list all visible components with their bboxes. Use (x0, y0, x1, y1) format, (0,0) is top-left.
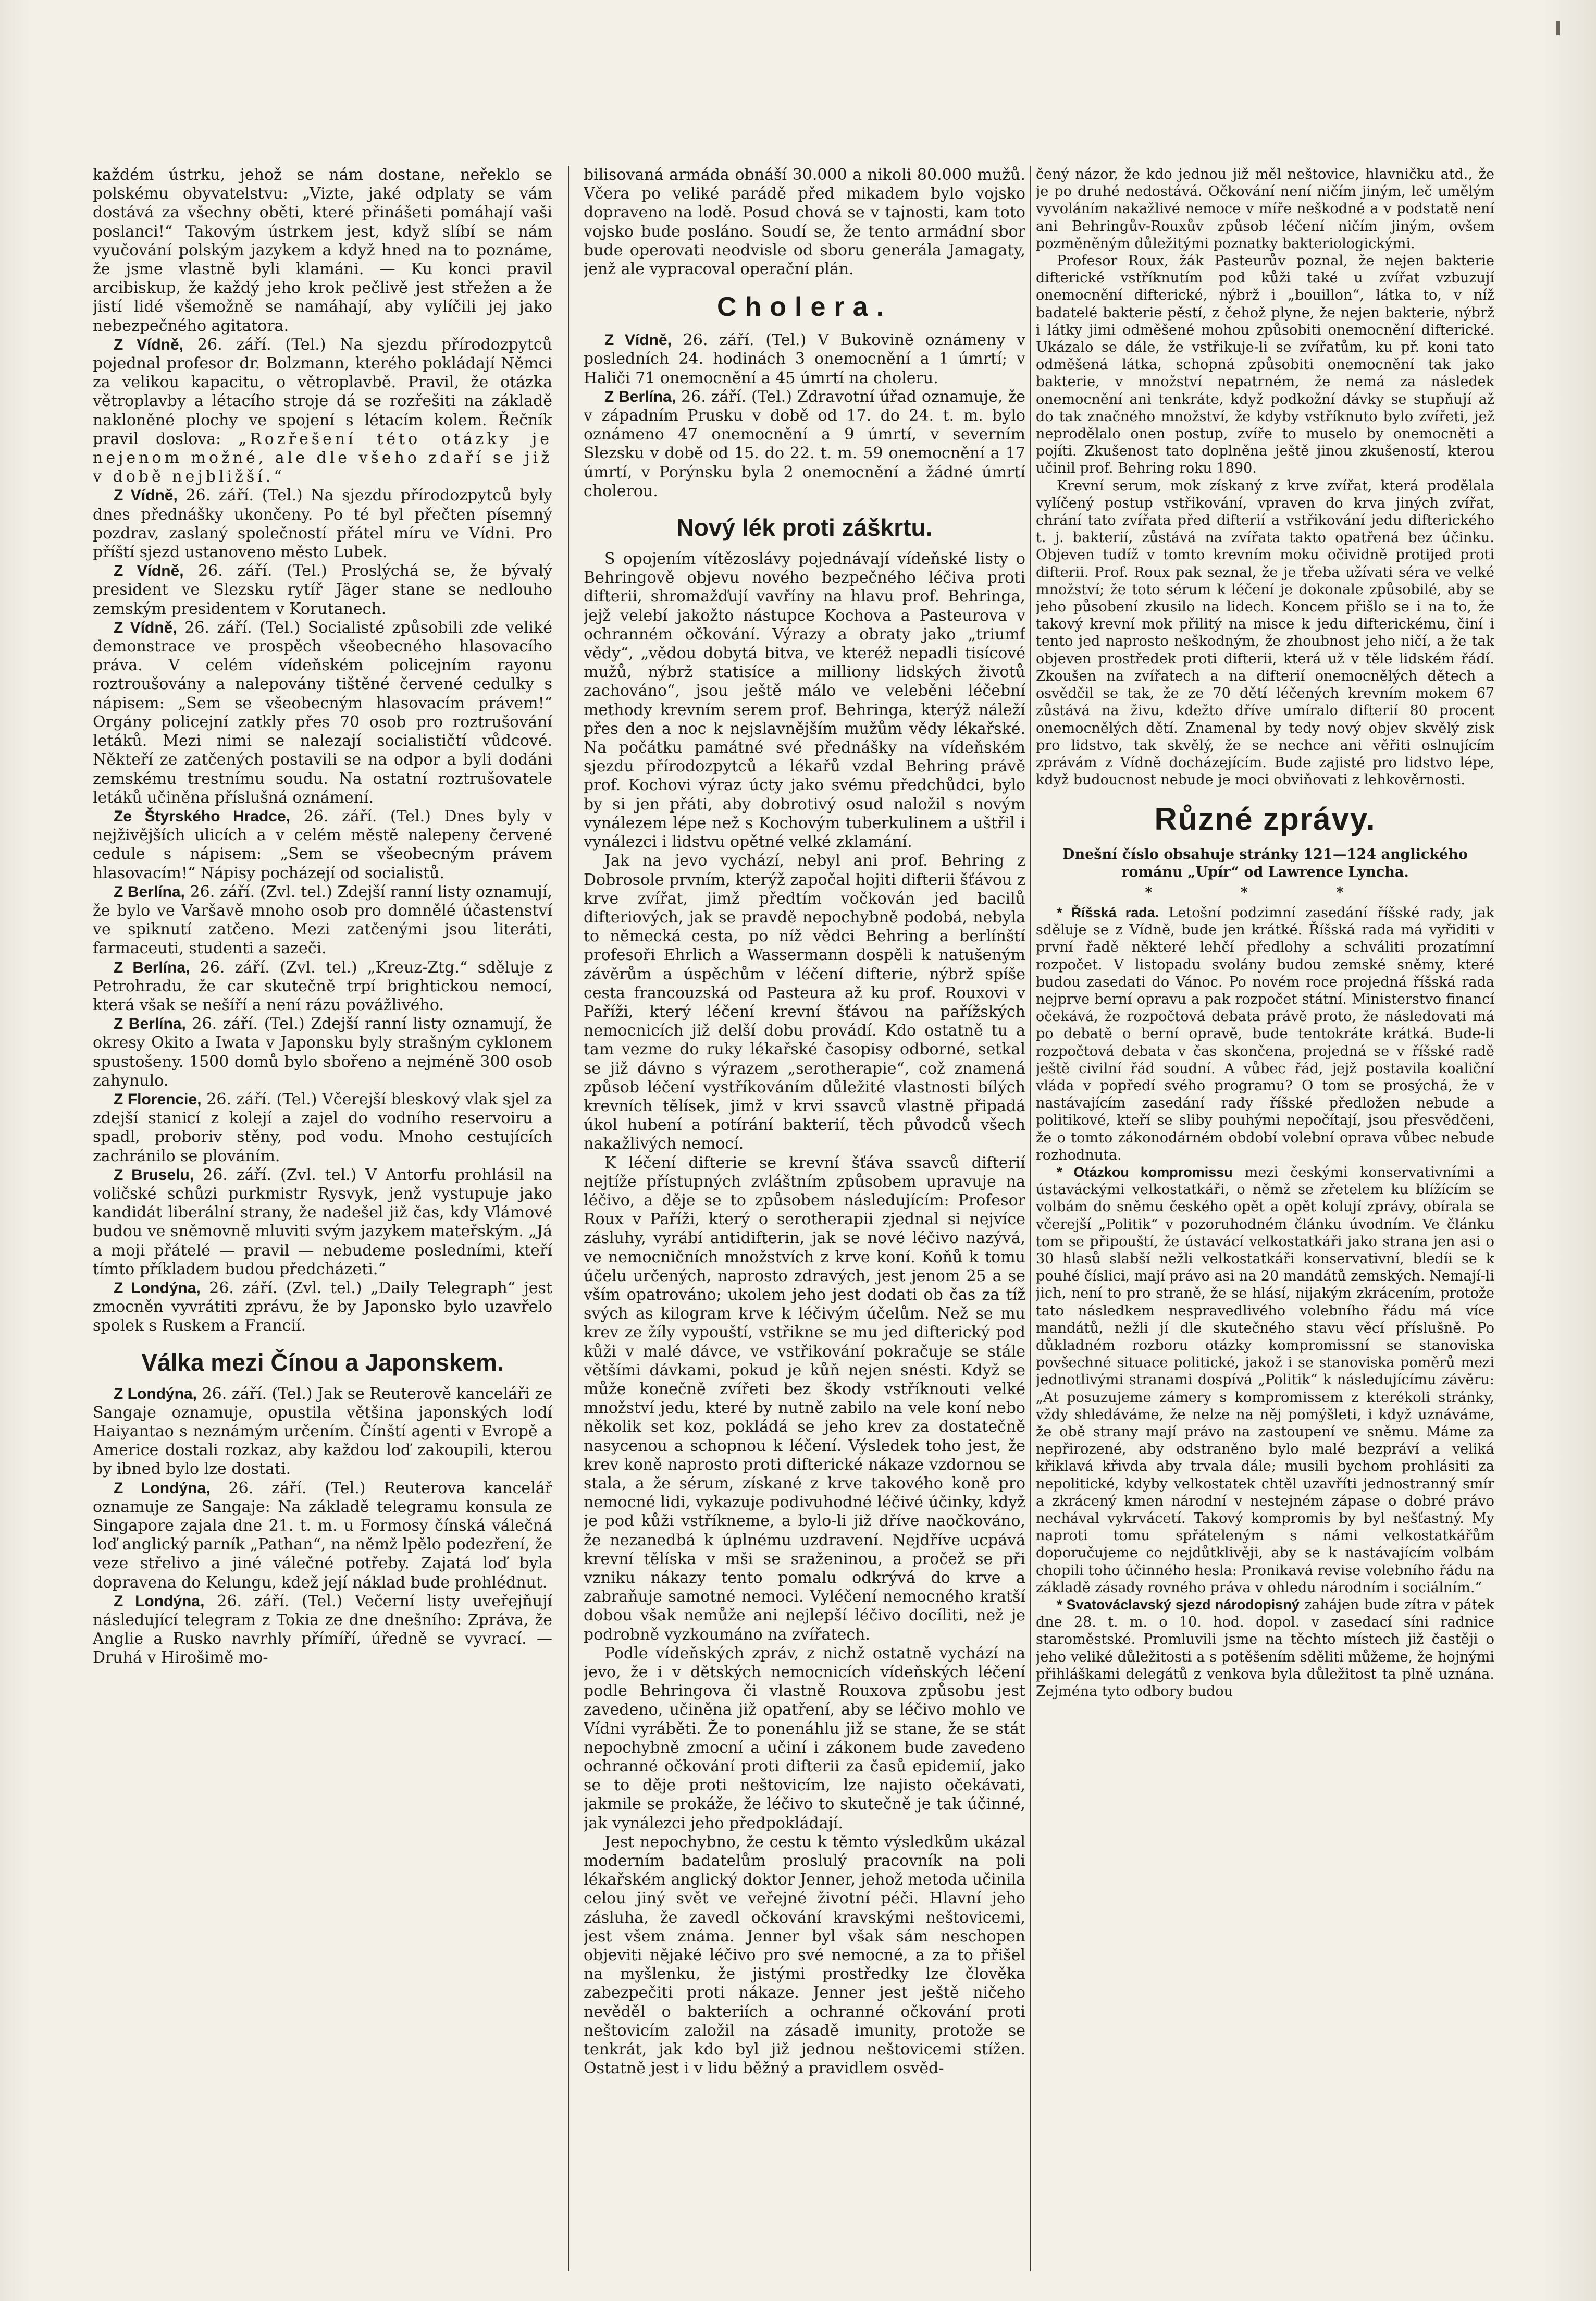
news-item (584, 388, 1025, 501)
news-text: 26. září. (Tel.) Proslýchá se, že bývalý president ve Slezsku rytíř Jäger stane se nedlouho zemským presidentem v Korutanech. (93, 562, 552, 618)
news-dateline: Z Londýna, (114, 1385, 197, 1402)
news-item (93, 1015, 552, 1090)
spaced-quote: „Rozřešení této otázky je nejenom možné, ale dle všeho zdaří se již v době nejbližší.“ (93, 429, 552, 486)
news-dateline: Z Vídně, (114, 562, 184, 580)
news-text: Jak na jevo vychází, nebyl ani prof. Behring z Dobrosole prvním, kterýž započal hojiti difterii šťávou z krve zvířat, jimž předtím vočkován jed bacilů difteriových, jak se pravdě nepochybně podobá, nebyla to německá cesta, po níž vědci Behring a berlínští profesoři Ehrlich a Wassermann dospěli k natušeným závěrům a úspěchům v léčení difterie, nýbrž spíše cesta francouzská od Pasteura až ku prof. Rouxovi v Paříži, který léčení krevní šťávou na pařížských nemocnicích již delší dobu provádí. Kdo ostatně tu a tam vezme do ruky lékařské časopisy odborné, setkal se již dávno s výrazem „serotherapie“, což znamená způsob léčení vystříkováním důležité vlastnosti bílých krevních tělísek, jimž v krvi ssavců vlastně připadá úkol hubení a potírání bakterií, těch původců všech nakažlivých nemocí. (584, 852, 1025, 1153)
news-item (1036, 1596, 1494, 1700)
news-item (1036, 477, 1494, 789)
news-item (93, 807, 552, 883)
article-paragraph: čený názor, že kdo jednou již měl neštovice, hlavničku atd., že je po druhé nedostává. Očkování není ničím jiným, leč umělým vyvoláním nakažlivé nemoce v míře neškodné a v podstatě není ani Behringův-Rouxův způsob léčení ničím jiným, ovšem pozměněným důležitými poznatky bakteriologickými. (1036, 166, 1494, 252)
news-text: 26. září. (Zvl. tel.) V Antorfu prohlásil na voličské schůzi purkmistr Rysvyk, jenž vystupuje jako kandidát liberální strany, že nadešel již čas, kdy Vlámové budou ve sněmovně mluviti svým jazykem mateřským. „Já a moji přátelé — pravil — nebudeme posledními, kteří tímto příkladem budou předcházeti.“ (93, 1165, 552, 1278)
news-dateline: * Svatováclavský sjezd národopisný (1057, 1597, 1300, 1613)
news-item (93, 958, 552, 1015)
news-text: 26. září. (Tel.) Večerní listy uveřejňují následující telegram z Tokia ze dne dnešního: Zpráva, že Anglie a Rusko navrhly přímíří, úředně se vyvrací. — Druhá v Hirošimě mo- (93, 1592, 552, 1667)
news-item (584, 1154, 1025, 1644)
news-dateline: Z Bruselu, (114, 1166, 194, 1184)
news-dateline: Z Berlína, (604, 388, 676, 405)
news-item (93, 486, 552, 562)
news-item (584, 331, 1025, 388)
news-item (93, 1385, 552, 1479)
page-edge-mark (1556, 21, 1560, 35)
news-dateline: Z Londýna, (114, 1479, 211, 1497)
news-text: 26. září. (Tel.) V Bukovině oznámeny v posledních 24. hodinách 3 onemocnění a 1 úmrtí; v Haliči 71 onemocnění a 45 úmrtí na choleru. (584, 331, 1025, 387)
news-dateline: Z Berlína, (114, 1015, 186, 1033)
news-dateline: Z Londýna, (114, 1592, 205, 1610)
news-text: 26. září. (Tel.) Reuterova kancelář oznamuje ze Sangaje: Na základě telegramu konsula ze Singapore zajala dne 21. t. m. u Formosy čínská válečná loď anglický parník „Pathan“, na němž lpělo podezření, že veze střelivo a jiné válečné potřeby. Zajatá loď byla dopravena do Kelungu, kdež její náklad bude prohlédnut. (93, 1479, 552, 1592)
news-text: mezi českými konservativními a ústaváckými velkostatkáři, o němž se zřetelem ku blížícím se volbám do sněmu českého opět a opět kolují zprávy, obírala se včerejší „Politik“ v pozoruhodném článku úvodním. Ve článku tom se připouští, že ústavácí velkostatkáři jako strana jen asi o 30 hlasů slabší nežli velkostatkáři konservativní, bledíi se k pouhé číslici, mají právo asi na 20 mandátů zemských. Nemají-li jich, není to pro straně, že se hlásí, nijakým zkrácením, protože tato následkem nespravedlivého volebního řádu má více mandátů, nežli jí dle skutečného stavu věcí příslušně. Po důkladném rozboru otázky kompromissní se stanoviska povšechné situace politické, jakož i se stanoviska poměrů mezi jednotlivými stranami dospívá „Politik“ k následujícímu závěru: „At posuzujeme zámery s kompromissem z kterékoli stránky, vždy shledáváme, že nelze na něj pomýšleti, i když uznáváme, že obě strany mají právo na zastoupení ve sněmu. Máme za nepřirozené, aby odstraněno bylo malé bezpráví a veliká křiklavá křivda aby trvala dále; musili bychom prohlásiti za nepolitické, kdyby velkostatek chtěl uzavříti jednostranný smír a zkrácený kmen národní v nestejném zápase o dobré právo nechával vykrvácetí. Takový kompromis by byl nešťastný. My naproti tomu spřáteleným s námi velkostatkářům doporučujeme co nejdůtklivěji, aby se k nastávajícím volbám chopili toho účinného hesla: Pronikavá revise volebního řádu na základě zásady rovného práva v ohledu národním i sociálním.“ (1036, 1164, 1494, 1596)
news-text: Profesor Roux, žák Pasteurův poznal, že nejen bakterie difterické vstříknutím pod kůži také u zvířat vzbuzují onemocnění difterické, nýbrž i „bouillon“, látka to, v níž badatelé bakterie pěstí, z čehož plyne, že nejen bakterie, nýbrž i látky jimi odměšené mohou způsobiti onemocnění difterické. Ukázalo se dále, že vstřikuje-li se zvířatům, ku př. koni tato odměšená látka, schopná způsobiti onemocnění tak jako bakterie, v množství nepatrném, že nemá za následek onemocnění ani tenkráte, když podkožní dávky se stupňují až do tak značného množství, že kdyby vstříknuto bylo zvířeti, jež neprodělalo onen postup, zvíře to muselo by onemocněti a pojíti. Zkušenost tato doplněna ještě jinou zkušeností, kterou učinil prof. Behring roku 1890. (1036, 253, 1494, 477)
news-item (584, 1833, 1025, 2078)
news-dateline: Z Vídně, (114, 336, 184, 353)
news-text: Letošní podzimní zasedání říšské rady, jak sděluje se z Vídně, bude jen krátké. Říšská rada má vyřiditi v první řadě některé lehčí předlohy a schváliti prozatímní rozpočet. V listopadu svolány budou zemské sněmy, které budou zasedati do Vánoc. Po novém roce projedná říšská rada nejprve berní opravu a pak rozpočet státní. Ministerstvo financí očekává, že rozpočtová debata právě proto, že následovati má po debatě o berní opravě, bude tentokráte krátká. Bude-li rozpočtová debata v čas skončena, projedná se v říšské radě ještě civilní řád soudní. A vůbec řád, jejž postavila koaliční vláda v popředí svého programu? O tom se prosýchá, že v nastávajícím zasedání rady říšské předložen nebude a politikové, kteří se sliby pouhými nepočítají, jsou přesvědčeni, že o tomto zákonodárném období volební oprava vůbec nebude rozhodnuta. (1036, 904, 1494, 1163)
news-text: 26. září. (Zvl. tel.) Zdejší ranní listy oznamují, že bylo ve Varšavě mnoho osob pro domnělé účastenství ve spiknutí zatčeno. Mezi zatčenými jsou literáti, farmaceuti, studenti a sazeči. (93, 882, 552, 958)
notice-line: Dnešní číslo obsahuje stránky 121—124 anglického románu „Upír“ od Lawrence Lyncha. (1062, 846, 1468, 880)
news-dateline: * Otázkou kompromissu (1057, 1164, 1233, 1180)
news-text: Jest nepochybno, že cestu k těmto výsledkům ukázal moderním badatelům proslulý pracovník na poli lékařském anglický doktor Jenner, jehož metoda učinila celou jiný svět ve veřejné životní péči. Hlavní jeho zásluha, že zavedl očkování kravskými neštovicemi, jest všem známa. Jenner byl však sám neschopen objeviti nějaké léčivo pro své nemocné, a za to přišel na myšlenku, že jistými prostředky lze člověka zabezpečiti proti nákaze. Jenner jest ještě ničeho nevěděl o bakteriích a ochranné očkování proti neštovicím založil na zásadě imunity, protože se tenkrát, jak kdo byl již jednou neštovicemi stížen. Ostatně jest i v lidu běžný a pravidlem osvěd- (584, 1832, 1025, 2078)
section-heading: Válka mezi Čínou a Japonskem. (141, 1348, 504, 1376)
news-text: 26. září. (Tel.) Jak se Reuterově kanceláři ze Sangaje oznamuje, opustila většina japonských lodí Haiyantao s neznámým určením. Čínští agenti v Evropě a Americe dostali rozkaz, aby každou loď zakoupili, kterou by ibned bylo lze dostati. (93, 1384, 552, 1479)
news-item (584, 550, 1025, 852)
news-item (1036, 904, 1494, 1164)
news-item (93, 1166, 552, 1279)
column-middle (584, 166, 1025, 2271)
news-text: 26. září. (Tel.) Zdravotní úřad oznamuje, že v západním Prusku v době od 17. do 24. t. m. bylo oznámeno 47 onemocnění a 9 úmrtí, v severním Slezsku v době od 15. do 22. t. m. 59 onemocnění a 17 úmrtí, v Porýnsku byla 2 onemocnění a žádné úmrtí cholerou. (584, 387, 1025, 500)
section-heading: Různé zprávy. (1154, 802, 1376, 837)
column-rule-left (568, 166, 569, 2271)
news-item (584, 852, 1025, 1153)
news-text: K léčení difterie se krevní šťáva ssavců difterií nejtíže přístupných zvláštním způsobem upravuje na léčivo, a děje se to způsobem následujícím: Profesor Roux v Paříži, který o serotherapii zjednal si nejvíce zásluhy, vyrábí antidifterin, jak se nové léčivo nazývá, ve nemocničních množstvích z krve koní. Koňů k tomu účelu určených, naprosto zdravých, jest jenom 25 a se vším opatrováno; ukolem jeho jest dodati ob čas za tíž svých as kilogram krve k léčivým účelům. Než se mu krev ze žíly vypouští, vstřikne se mu jed difterický pod kůži v malé dávce, ve vstřikování pokračuje se stále většími dávkami, pokud je kůň nejen snésti. Když se může konečně zvířeti bez škody vstříknouti velké množství jedu, které by nutně zabilo na vele koní nebo několik set koz, pokládá se jeho krev za dostatečně nasycenou a schopnou k léčení. Výsledek toho jest, že krev koně naprosto proti difterické nákaze vzdornou se stala, a že sérum, získané z krve takového koně pro nemocné lidi, vykazuje podivuhodné léčivé účinky, když je pod kůži vstříkneme, a bylo-li již dříve naočkováno, že nezanedbá k úplnému uzdravení. Nejdříve ucpává krevní tělíska v mši se sraženinou, a pročež se při vzniku nákazy tento pomalu odkrývá do krve a zabraňuje samotné nemoci. Vyléčení nemocného kratší dobou však nemůže ani nejlepší léčivo docíliti, než je podrobně vyzkoumáno na zvířatech. (584, 1153, 1025, 1644)
section-heading: Nový lék proti záškrtu. (676, 514, 933, 542)
news-text: 26. září. (Tel.) Socialisté způsobili zde veliké demonstrace ve prospěch všeobecného hlasovacího práva. V celém vídeňském policejním rayonu roztroušovány a nalepovány tištěné červené cedulky s nápisem: „Sem se všeobecným hlasovacím právem!“ Orgány policejní zatkly přes 70 osob pro roztrušování letáků. Mezi nimi se nalezají socialističtí vůdcové. Někteří ze zatčených postavili se na odpor a byli dodáni zemskému trestnímu soudu. Na ostatní roztrušovatele letáků učiněna příslušná oznámení. (93, 618, 552, 807)
news-dateline: * Říšská rada. (1057, 904, 1159, 920)
article-paragraph: bilisovaná armáda obnáší 30.000 a nikoli 80.000 mužů. Včera po veliké parádě před mikadem bylo vojsko dopraveno na lodě. Posud chová se v tajnosti, kam toto vojsko bude posláno. Soudí se, že tento armádní sbor bude operovati neodvisle od sboru generála Jamagaty, jenž ale vypracoval operační plán. (584, 166, 1025, 279)
news-text: 26. září. (Tel.) Včerejší bleskový vlak sjel za zdejší stanicí z kolejí a zajel do vodního reservoiru a spadl, proboriv stěny, pod vodu. Mnoho cestujících zachránilo se plováním. (93, 1090, 552, 1165)
news-text: S opojením vítězoslávy pojednávají vídeňské listy o Behringově objevu nového bezpečného léčiva proti difterii, shromažďují vavříny na hlavu prof. Behringa, jejž velebí jakožto nástupce Kochova a Pasteurova v ochranném očkování. Výrazy a obraty jako „triumf vědy“, „vědou dobytá bitva, ve kteréž nepadli tisícové mužů, nýbrž statisíce a milliony lidských životů zachováno“, jsou ještě málo ve veleběni léčební methody krevním serem prof. Behringa, kterýž náleží přes den a noc k nejslavnějším mužům vědy lékařské. Na počátku památné své přednášky na vídeňském sjezdu přírodozpytců a lékařů vzdal Behring právě prof. Kochovi výraz úcty jako svému předchůdci, bylo by si jen přáti, aby dobrotivý osud naložil s novým vynálezem lépe než s Kochovým tuberkulinem a uštřil i vynálezci i lidstvu opětné velké zklamání. (584, 550, 1025, 852)
news-text: 26. září. (Tel.) Dnes byly v nejživějších ulicích a v celém městě nalepeny červené cedule s nápisem: „Sem se všeobecným právem hlasovacím!“ Nápisy pocházejí od socialistů. (93, 807, 552, 882)
section-heading: Cholera. (716, 292, 893, 323)
article-paragraph: každém ústrku, jehož se nám dostane, neřeklo se polskému obyvatelstvu: „Vizte, jaké odplaty se vám dostává za všechny oběti, které přinášeti pomáhají vaši poslanci!“ Takovým ústrkem jest, když slíbí se nám vyučování polským jazykem a když hned na to poznáme, že jsme vlastně byli klamáni. — Ku konci pravil arcibiskup, že každý jeho krok pečlivě jest střežen a že jistí lidé všemožně se namáhají, aby vylíčili jej jako nebezpečného agitatora. (93, 166, 552, 335)
column-rule-right (1030, 166, 1031, 2271)
news-item (93, 1592, 552, 1668)
news-text: Krevní serum, mok získaný z krve zvířat, která prodělala vylíčený postup vstřikování, vpraven do krva jiných zvířat, chrání tato zvířata před difterií a vstřikování jedu difterického t. j. bakterií, zůstává na zvířata takto opatřená bez účinku. Objeven tudíž v tomto krevním moku očividně protijed proti difterii. Prof. Roux pak seznal, že je třeba užívati séra ve velké množství; že toto sérum k léčení je dokonale způsobilé, aby se jeho působení zkusilo na lidech. Koncem přišlo se i na to, že takový krevní mok přilitý na misce k jedu difterickému, činí i tento jed naprosto neškodným, že zhoubnost jeho ničí, a že tak objeven prostředek proti difterii, která už v těle lidském řádí. Zkoušen na zvířatech a na difterií onemocnělých dětech a osvědčil se tak, že ze 70 dětí léčených krevním mokem 67 zůstává na živu, kdežto dříve umíralo difterií 80 procent onemocnělých dětí. Znamenal by tedy nový objev skvělý zisk pro lidstvo, tak skvělý, že se nechce ani věřiti oslnujícím zprávám z Vídně docházejícím. Bude zajisté pro lidstvo lépe, když budoucnost nebude je moci obviňovati z lehkověrnosti. (1036, 477, 1494, 789)
news-dateline: Ze Štyrského Hradce, (114, 807, 291, 825)
news-dateline: Z Vídně, (114, 487, 178, 505)
news-text: 26. září. (Tel.) Na sjezdu přírodozpytců pojednal profesor dr. Bolzmann, kterého pokládají Němci za velikou kapacitu, o větroplavbě. Pravil, že otázka větroplavby a létacího stroje dá se rozřešiti na základě nakloněné plochy ve spojení s létacím kolem. Řečník pravil doslova: (93, 335, 552, 448)
news-text: Podle vídeňských zpráv, z nichž ostatně vychází na jevo, že i v dětských nemocnicích vídeňských léčení podle Behringova či vlastně Rouxova způsobu jest zavedeno, učiněna již opatření, aby se léčivo mohlo ve Vídni vyráběti. Že to ponenáhlu již se stane, že se stát nepochybně zmocní a učiní i zákonem bude zavedeno ochranné očkování proti difterii za časů epidemií, jako se to děje proti neštovicím, lze najisto očekávati, jakmile se prokáže, že léčivo to skutečně je tak účinné, jak vynálezci jeho předpokládají. (584, 1644, 1025, 1832)
column-left (93, 166, 552, 2271)
news-dateline: Z Florencie, (114, 1090, 202, 1108)
separator-stars: * * * (1145, 884, 1385, 901)
news-item (93, 336, 552, 487)
news-item (93, 562, 552, 619)
news-text: 26. září. (Zvl. tel.) „Kreuz-Ztg.“ sděluje z Petrohradu, že car skutečně trpí brightickou nemocí, která však se nešíří a není rázu povážlivého. (93, 958, 552, 1014)
news-dateline: Z Londýna, (114, 1279, 201, 1297)
news-text: 26. září. (Tel.) Na sjezdu přírodozpytců byly dnes přednášky ukončeny. Po té byl přečten písemný pozdrav, zaslaný společností přátel míru ve Vídni. Pro příští sjezd ustanoveno město Lubek. (93, 486, 552, 562)
news-dateline: Z Vídně, (114, 619, 177, 636)
news-text: 26. září. (Zvl. tel.) „Daily Telegraph“ jest zmocněn vyvrátiti zprávu, že by Japonsko bylo uzavřelo spolek s Ruskem a Francií. (93, 1278, 552, 1335)
news-item (93, 1090, 552, 1166)
news-text: zahájen bude zítra v pátek dne 28. t. m. o 10. hod. dopol. v zasedací síni radnice staroměstské. Promluvili jsme na těchto místech již častěji o jeho veliké důležitosti a s potěšením sděliti můžeme, že hojnými přihláškami delegátů z venkova byla důležitost ta plně uznána. Zejména tyto odbory budou (1036, 1597, 1494, 1700)
news-item (93, 1479, 552, 1592)
news-item (1036, 252, 1494, 477)
news-item (1036, 1164, 1494, 1596)
news-item (93, 1279, 552, 1336)
news-item (93, 883, 552, 958)
news-item (93, 619, 552, 807)
news-dateline: Z Berlína, (114, 958, 190, 976)
news-dateline: Z Berlína, (114, 883, 185, 901)
news-item (584, 1644, 1025, 1833)
news-text: 26. září. (Tel.) Zdejší ranní listy oznamují, že okresy Okito a Iwata v Japonsku byly strašným cyklonem spustošeny. 1500 domů bylo sbořeno a nejméně 300 osob zahynulo. (93, 1015, 552, 1090)
news-dateline: Z Vídně, (604, 331, 672, 349)
column-right (1036, 166, 1494, 2271)
